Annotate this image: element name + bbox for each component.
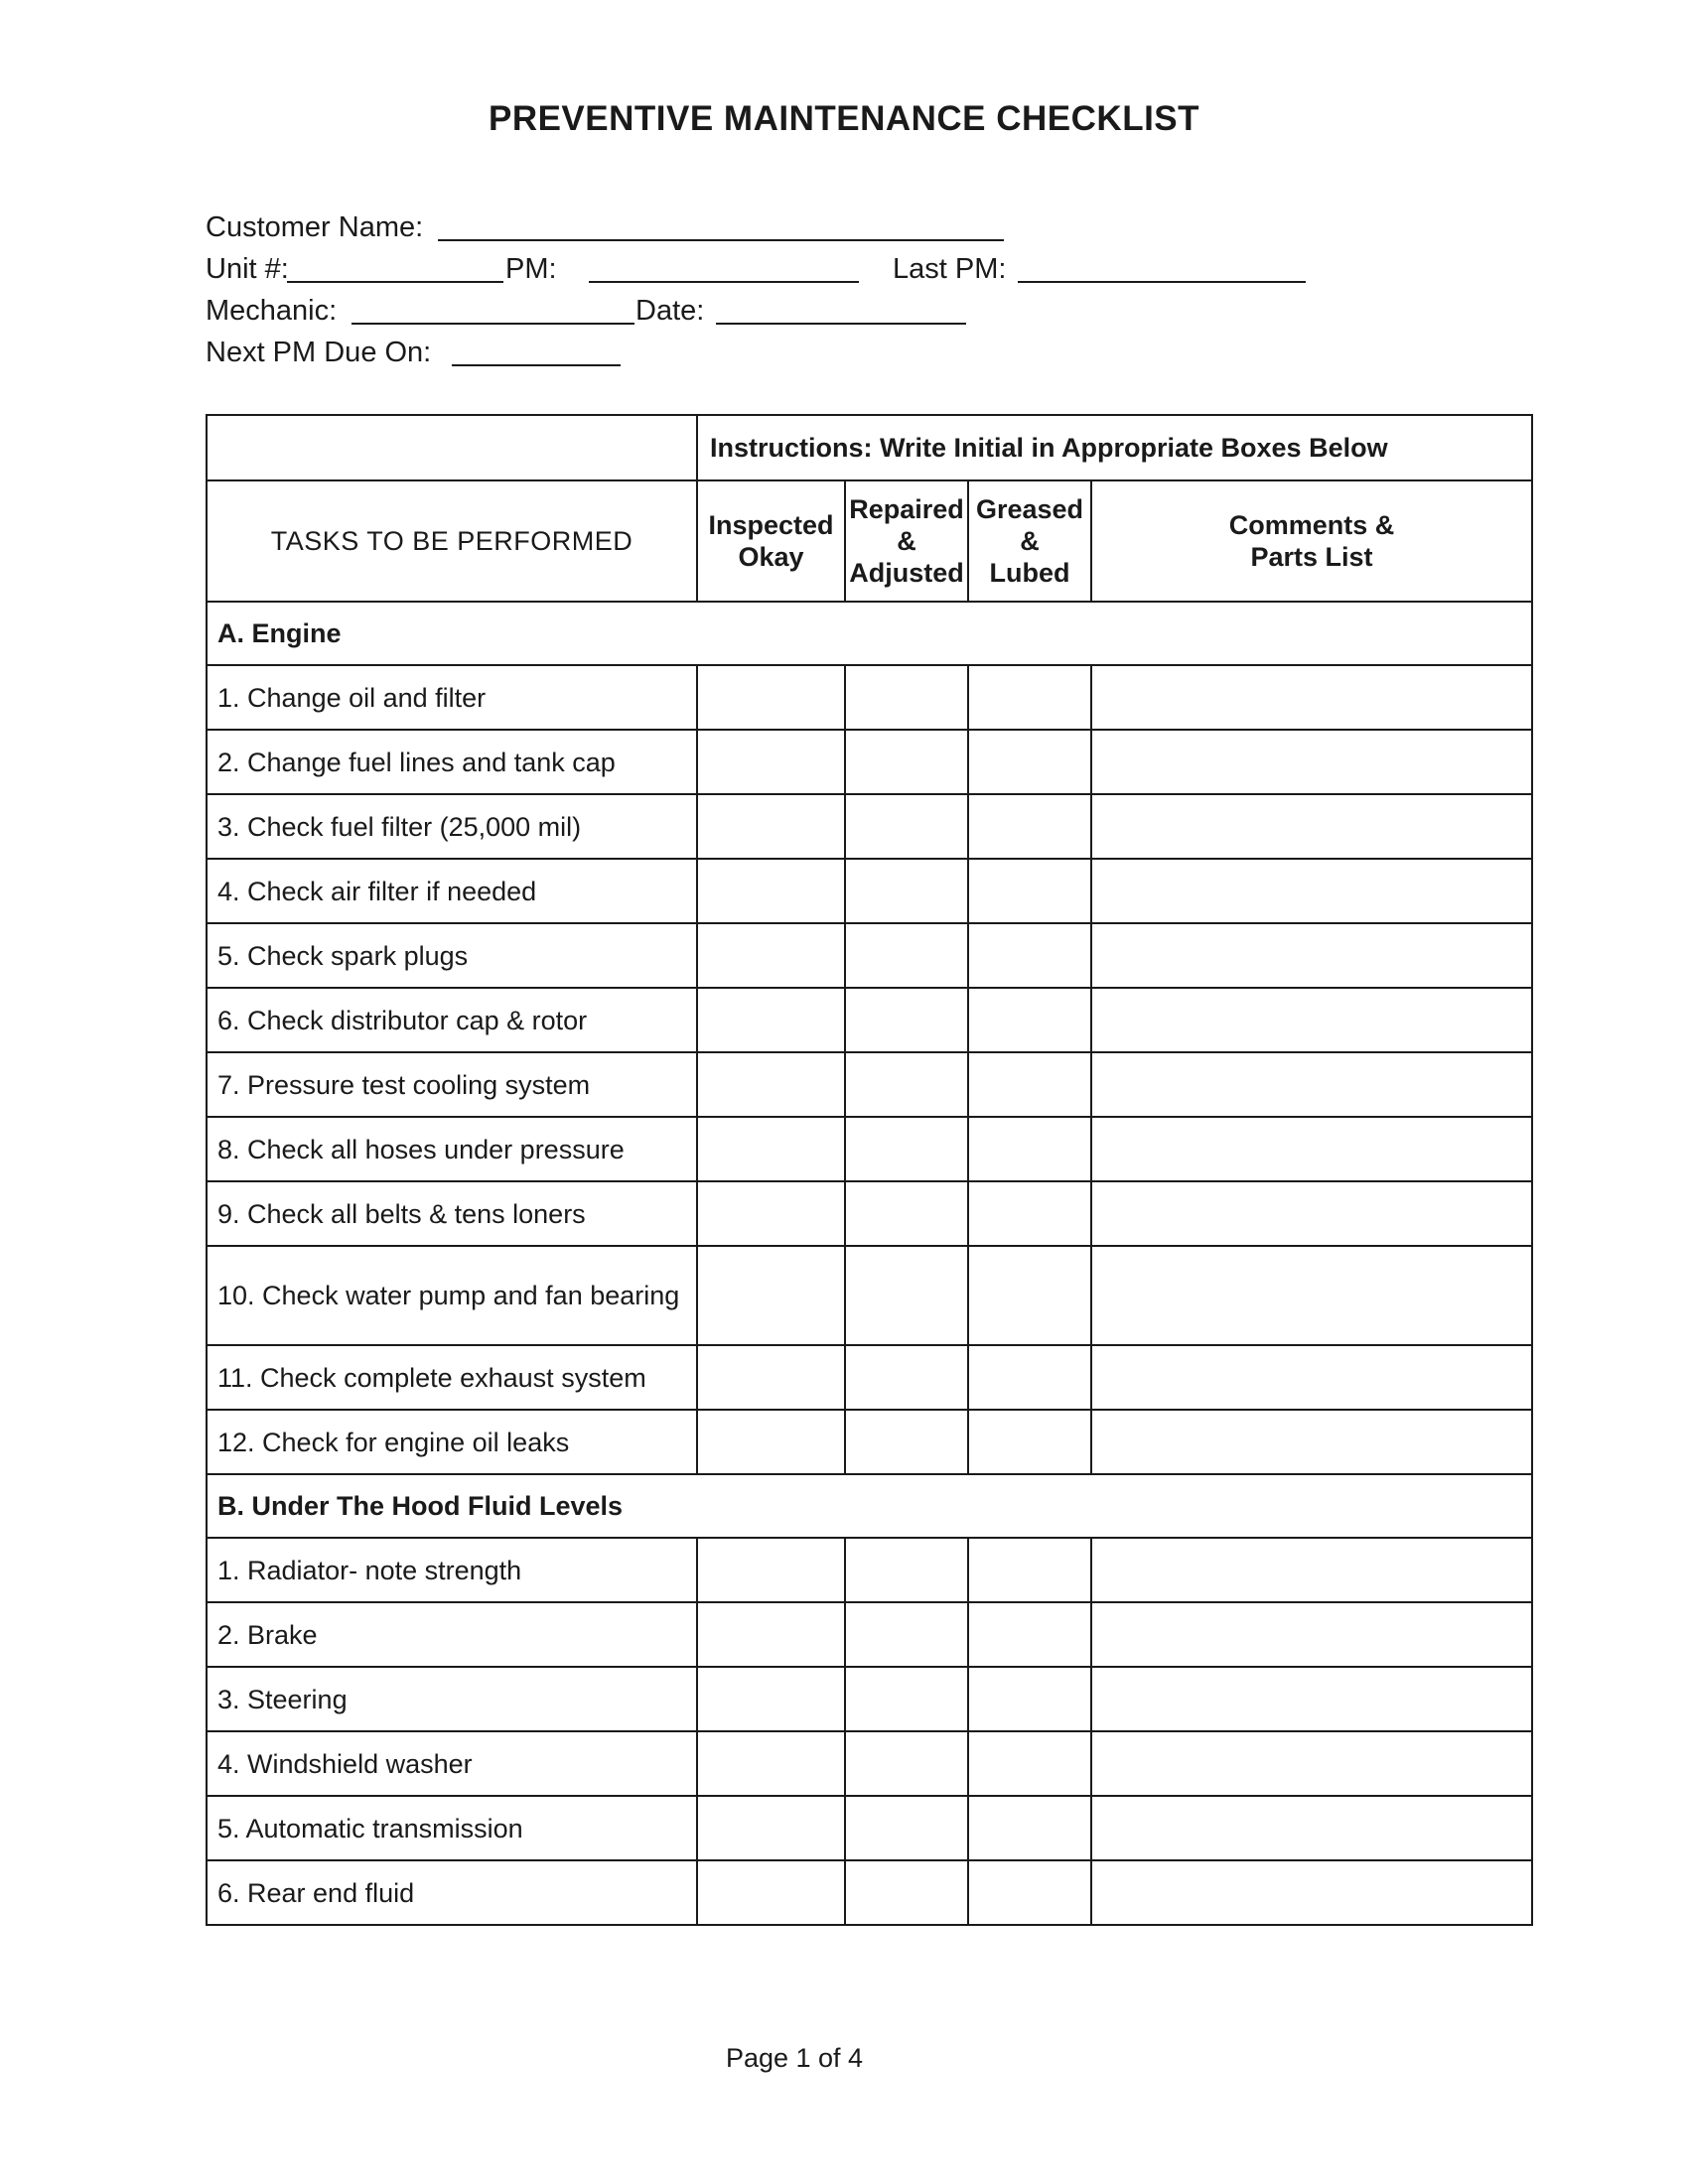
repaired-adjusted-cell[interactable] xyxy=(845,1052,968,1117)
task-row xyxy=(207,794,1532,859)
section-title: A. Engine xyxy=(207,602,1532,665)
greased-lubed-cell[interactable] xyxy=(968,1602,1091,1667)
greased-header-line1: Greased xyxy=(975,494,1084,524)
greased-lubed-cell[interactable] xyxy=(968,1731,1091,1796)
greased-lubed-cell[interactable] xyxy=(968,1667,1091,1731)
repaired-adjusted-cell[interactable] xyxy=(845,1181,968,1246)
task-label: 3. Check fuel filter (25,000 mil) xyxy=(207,794,697,859)
task-label: 12. Check for engine oil leaks xyxy=(207,1410,697,1474)
inspected-okay-cell[interactable] xyxy=(697,1117,845,1181)
inspected-okay-cell[interactable] xyxy=(697,1052,845,1117)
inspected-okay-cell[interactable] xyxy=(697,1538,845,1602)
repaired-adjusted-cell[interactable] xyxy=(845,988,968,1052)
repaired-header-line3: Adjusted xyxy=(849,558,964,588)
inspected-okay-cell[interactable] xyxy=(697,665,845,730)
instructions-row xyxy=(207,415,1532,480)
inspected-header-line2: Okay xyxy=(738,542,804,572)
inspected-okay-header xyxy=(697,480,845,602)
task-row xyxy=(207,1731,1532,1796)
next-pm-field[interactable] xyxy=(452,364,621,366)
comments-cell[interactable] xyxy=(1091,1052,1532,1117)
comments-cell[interactable] xyxy=(1091,1667,1532,1731)
greased-lubed-cell[interactable] xyxy=(968,1181,1091,1246)
checklist-table xyxy=(206,414,1533,1926)
comments-cell[interactable] xyxy=(1091,1181,1532,1246)
task-label: 3. Steering xyxy=(207,1667,697,1731)
blank-header-cell xyxy=(207,415,697,480)
task-label: 6. Check distributor cap & rotor xyxy=(207,988,697,1052)
page-number: Page 1 of 4 xyxy=(725,2043,864,2073)
tasks-header: TASKS TO BE PERFORMED xyxy=(207,480,697,602)
greased-header-line3: Lubed xyxy=(989,558,1070,588)
greased-lubed-header xyxy=(968,480,1091,602)
greased-lubed-cell[interactable] xyxy=(968,665,1091,730)
repaired-adjusted-cell[interactable] xyxy=(845,730,968,794)
inspected-okay-cell[interactable] xyxy=(697,1731,845,1796)
comments-cell[interactable] xyxy=(1091,1246,1532,1345)
pm-field[interactable] xyxy=(589,281,859,283)
task-label: 4. Windshield washer xyxy=(207,1731,697,1796)
section-row xyxy=(207,1474,1532,1538)
task-label: 10. Check water pump and fan bearing xyxy=(207,1246,697,1345)
comments-cell[interactable] xyxy=(1091,1602,1532,1667)
task-row xyxy=(207,923,1532,988)
task-row xyxy=(207,665,1532,730)
repaired-adjusted-cell[interactable] xyxy=(845,1860,968,1925)
task-row xyxy=(207,730,1532,794)
greased-header-line2: & xyxy=(1020,526,1040,556)
greased-lubed-cell[interactable] xyxy=(968,1860,1091,1925)
inspected-okay-cell[interactable] xyxy=(697,1796,845,1860)
task-row xyxy=(207,1667,1532,1731)
greased-lubed-cell[interactable] xyxy=(968,1117,1091,1181)
task-label: 11. Check complete exhaust system xyxy=(207,1345,697,1410)
inspected-okay-cell[interactable] xyxy=(697,1345,845,1410)
greased-lubed-cell[interactable] xyxy=(968,1345,1091,1410)
customer-name-label: Customer Name: xyxy=(206,211,424,243)
task-row xyxy=(207,1538,1532,1602)
repaired-adjusted-cell[interactable] xyxy=(845,794,968,859)
comments-cell[interactable] xyxy=(1091,1345,1532,1410)
task-label: 7. Pressure test cooling system xyxy=(207,1052,697,1117)
greased-lubed-cell[interactable] xyxy=(968,1246,1091,1345)
mechanic-field[interactable] xyxy=(352,323,634,325)
section-title: B. Under The Hood Fluid Levels xyxy=(207,1474,1532,1538)
task-row xyxy=(207,859,1532,923)
repaired-adjusted-cell[interactable] xyxy=(845,1410,968,1474)
instructions-text: Instructions: Write Initial in Appropriate Boxes Below xyxy=(697,415,1532,480)
greased-lubed-cell[interactable] xyxy=(968,923,1091,988)
task-label: 2. Brake xyxy=(207,1602,697,1667)
unit-label: Unit #: xyxy=(206,253,289,285)
task-label: 1. Radiator- note strength xyxy=(207,1538,697,1602)
greased-lubed-cell[interactable] xyxy=(968,794,1091,859)
task-row xyxy=(207,1345,1532,1410)
comments-cell[interactable] xyxy=(1091,794,1532,859)
task-label: 5. Check spark plugs xyxy=(207,923,697,988)
inspected-header-line1: Inspected xyxy=(708,510,834,540)
task-row xyxy=(207,1410,1532,1474)
repaired-adjusted-cell[interactable] xyxy=(845,1345,968,1410)
task-row xyxy=(207,1181,1532,1246)
date-label: Date: xyxy=(635,295,705,327)
repaired-adjusted-cell[interactable] xyxy=(845,1246,968,1345)
inspected-okay-cell[interactable] xyxy=(697,1667,845,1731)
task-row xyxy=(207,1246,1532,1345)
greased-lubed-cell[interactable] xyxy=(968,1052,1091,1117)
greased-lubed-cell[interactable] xyxy=(968,1538,1091,1602)
greased-lubed-cell[interactable] xyxy=(968,1410,1091,1474)
page-title: PREVENTIVE MAINTENANCE CHECKLIST xyxy=(488,99,1200,138)
mechanic-label: Mechanic: xyxy=(206,295,338,327)
comments-cell[interactable] xyxy=(1091,1796,1532,1860)
last-pm-label: Last PM: xyxy=(893,253,1007,285)
inspected-okay-cell[interactable] xyxy=(697,1246,845,1345)
greased-lubed-cell[interactable] xyxy=(968,988,1091,1052)
repaired-adjusted-cell[interactable] xyxy=(845,1602,968,1667)
greased-lubed-cell[interactable] xyxy=(968,859,1091,923)
task-row xyxy=(207,1602,1532,1667)
task-label: 5. Automatic transmission xyxy=(207,1796,697,1860)
comments-cell[interactable] xyxy=(1091,730,1532,794)
repaired-adjusted-cell[interactable] xyxy=(845,665,968,730)
repaired-adjusted-cell[interactable] xyxy=(845,859,968,923)
column-header-row xyxy=(207,480,1532,602)
inspected-okay-cell[interactable] xyxy=(697,859,845,923)
comments-cell[interactable] xyxy=(1091,665,1532,730)
inspected-okay-cell[interactable] xyxy=(697,1410,845,1474)
inspected-okay-cell[interactable] xyxy=(697,1602,845,1667)
repaired-adjusted-cell[interactable] xyxy=(845,1117,968,1181)
repaired-header-line2: & xyxy=(897,526,916,556)
greased-lubed-cell[interactable] xyxy=(968,730,1091,794)
section-row xyxy=(207,602,1532,665)
comments-cell[interactable] xyxy=(1091,923,1532,988)
task-row xyxy=(207,1052,1532,1117)
repaired-adjusted-header xyxy=(845,480,968,602)
task-label: 6. Rear end fluid xyxy=(207,1860,697,1925)
customer-name-field[interactable] xyxy=(438,239,1004,241)
task-label: 9. Check all belts & tens loners xyxy=(207,1181,697,1246)
repaired-adjusted-cell[interactable] xyxy=(845,1538,968,1602)
comments-header-line1: Comments & xyxy=(1228,510,1395,540)
repaired-adjusted-cell[interactable] xyxy=(845,1731,968,1796)
pm-label: PM: xyxy=(505,253,557,285)
last-pm-field[interactable] xyxy=(1018,281,1306,283)
inspected-okay-cell[interactable] xyxy=(697,923,845,988)
comments-cell[interactable] xyxy=(1091,1860,1532,1925)
task-row xyxy=(207,988,1532,1052)
repaired-adjusted-cell[interactable] xyxy=(845,1667,968,1731)
comments-cell[interactable] xyxy=(1091,1731,1532,1796)
comments-cell[interactable] xyxy=(1091,1117,1532,1181)
task-row xyxy=(207,1860,1532,1925)
comments-cell[interactable] xyxy=(1091,988,1532,1052)
repaired-header-line1: Repaired xyxy=(849,494,964,524)
task-label: 2. Change fuel lines and tank cap xyxy=(207,730,697,794)
inspected-okay-cell[interactable] xyxy=(697,988,845,1052)
next-pm-label: Next PM Due On: xyxy=(206,337,432,368)
comments-header-line2: Parts List xyxy=(1250,542,1373,572)
inspected-okay-cell[interactable] xyxy=(697,794,845,859)
repaired-adjusted-cell[interactable] xyxy=(845,923,968,988)
task-label: 1. Change oil and filter xyxy=(207,665,697,730)
task-row xyxy=(207,1117,1532,1181)
comments-cell[interactable] xyxy=(1091,1538,1532,1602)
greased-lubed-cell[interactable] xyxy=(968,1796,1091,1860)
inspected-okay-cell[interactable] xyxy=(697,730,845,794)
comments-cell[interactable] xyxy=(1091,1410,1532,1474)
comments-cell[interactable] xyxy=(1091,859,1532,923)
task-label: 4. Check air filter if needed xyxy=(207,859,697,923)
inspected-okay-cell[interactable] xyxy=(697,1181,845,1246)
task-row xyxy=(207,1796,1532,1860)
repaired-adjusted-cell[interactable] xyxy=(845,1796,968,1860)
date-field[interactable] xyxy=(716,323,966,325)
comments-parts-header xyxy=(1091,480,1532,602)
inspected-okay-cell[interactable] xyxy=(697,1860,845,1925)
unit-field[interactable] xyxy=(287,281,503,283)
task-label: 8. Check all hoses under pressure xyxy=(207,1117,697,1181)
